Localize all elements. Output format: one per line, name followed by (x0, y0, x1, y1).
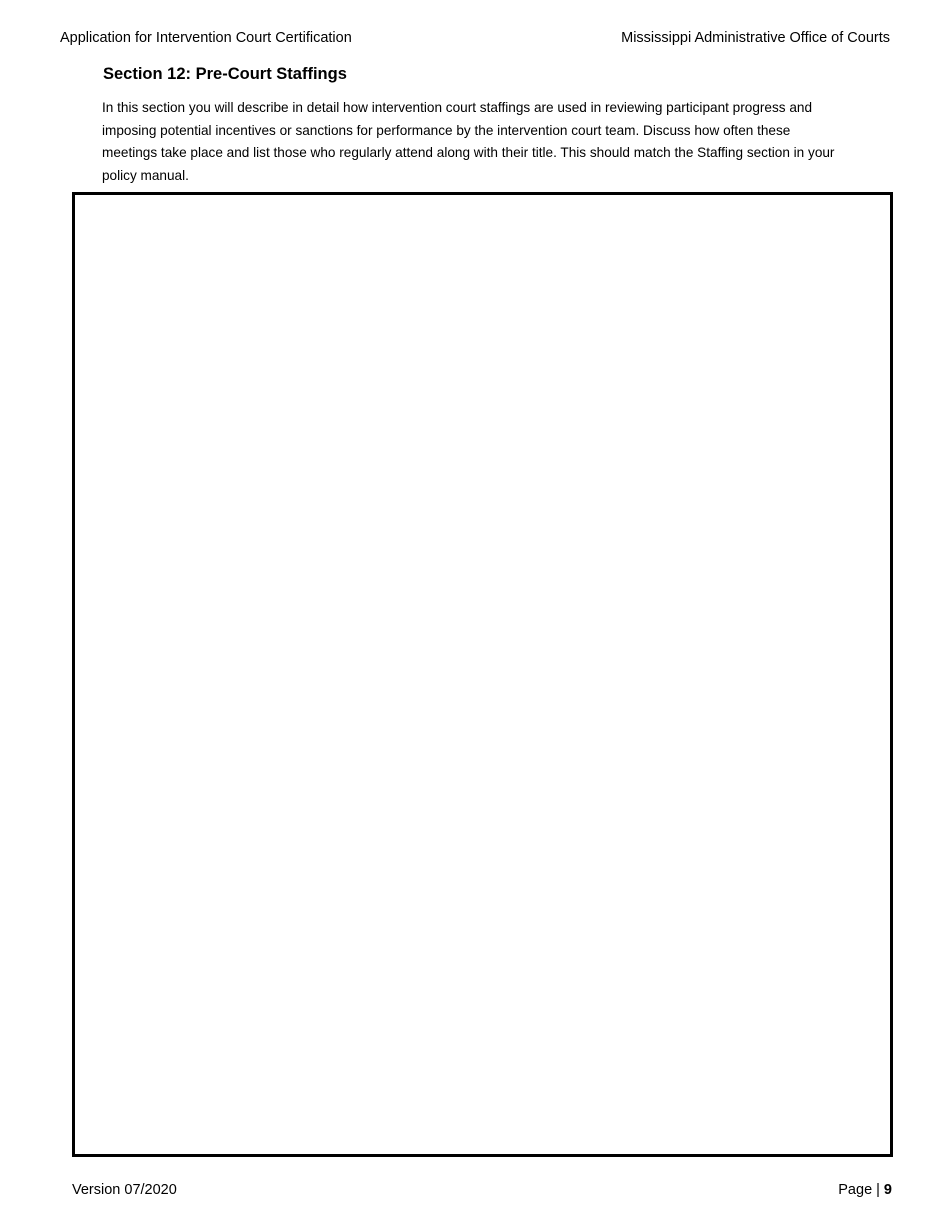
response-text-area[interactable] (72, 192, 893, 1157)
footer-page-label: Page (838, 1182, 873, 1198)
footer-page-number: 9 (883, 1182, 892, 1198)
footer-page-indicator (838, 1180, 892, 1200)
section-instructions: In this section you will describe in detail how intervention court staffings are used in reviewing participant progress and imposing potential incentives or sanctions for performance by the intervention court team. Discuss how often these meetings take place and list those who regularly attend along with their title. This should match the Staffing section in your policy manual. (102, 100, 835, 183)
footer-separator: | (876, 1182, 880, 1198)
footer-version: Version 07/2020 (72, 1182, 177, 1198)
section-title: Section 12: Pre-Court Staffings (103, 65, 347, 83)
header-document-title: Application for Intervention Court Certification (60, 30, 352, 46)
header-organization: Mississippi Administrative Office of Courts (621, 30, 890, 46)
